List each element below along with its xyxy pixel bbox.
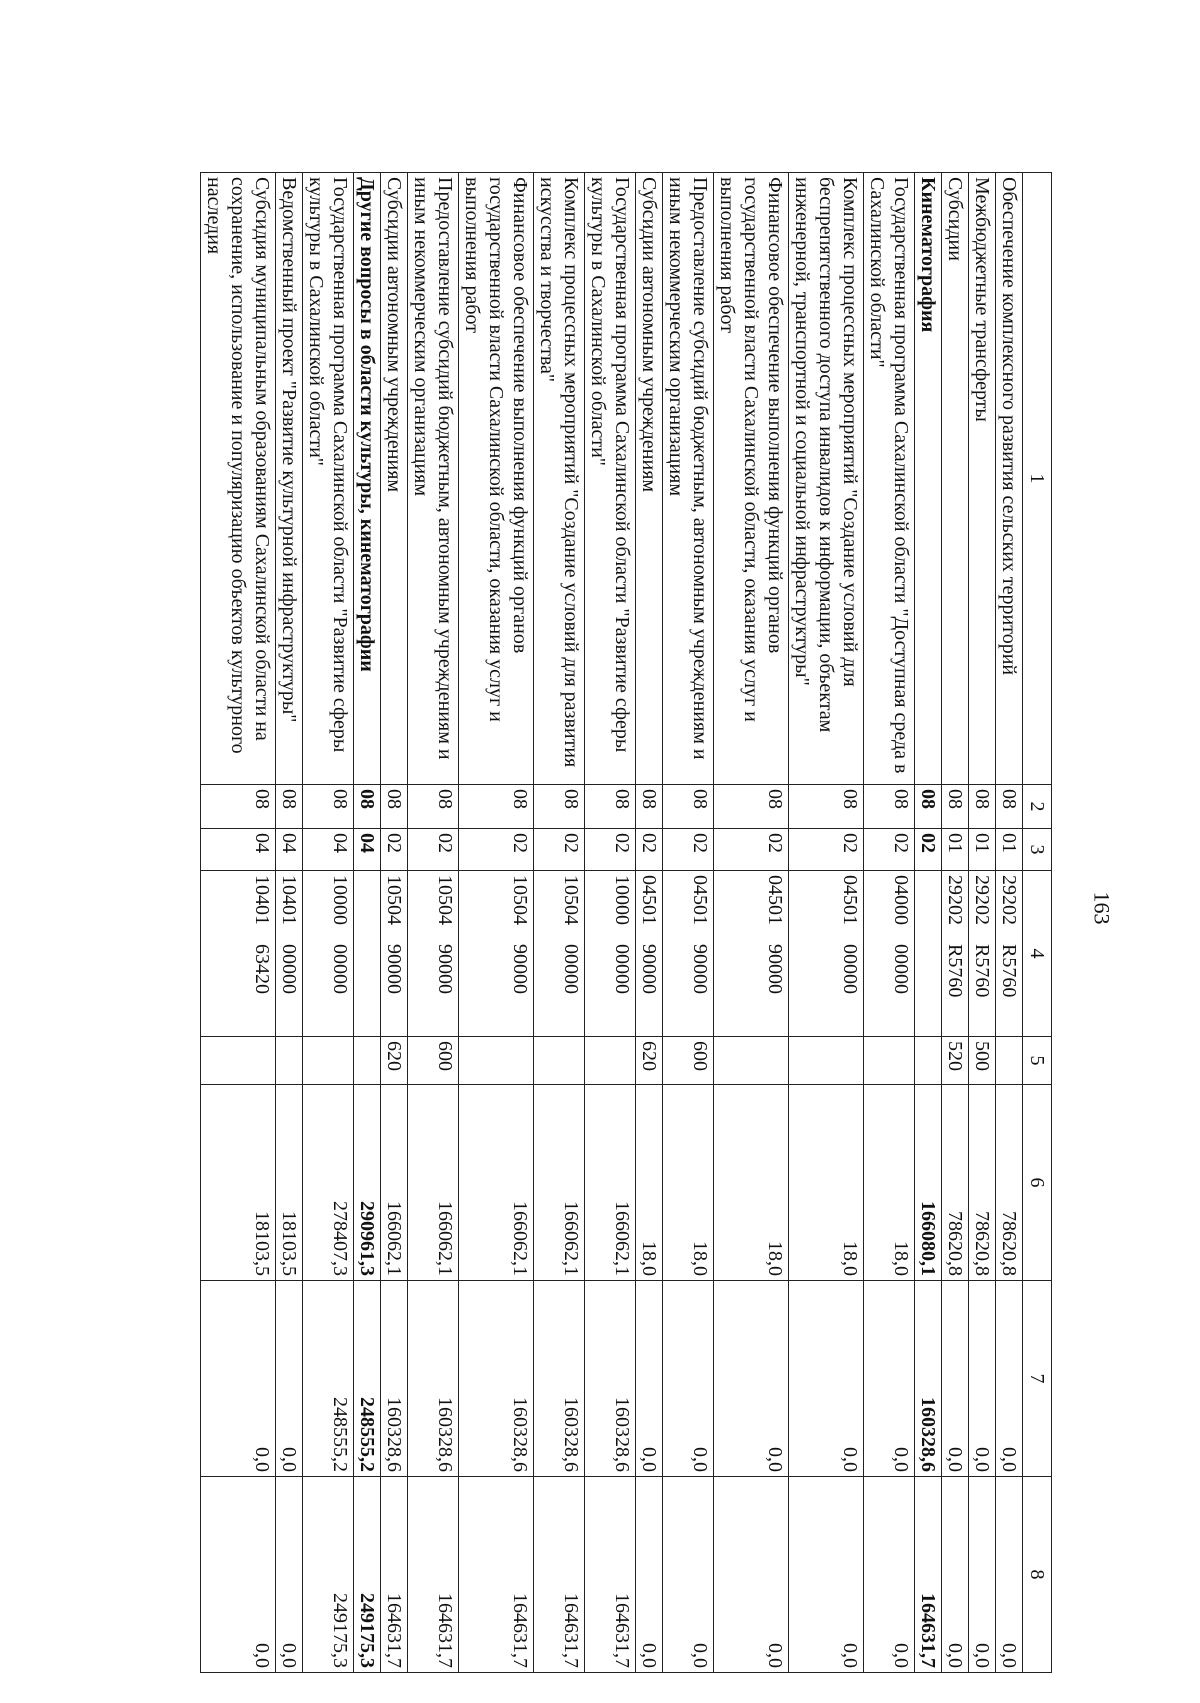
row-subsection-code-cell: 02 bbox=[789, 829, 864, 871]
row-subsection-code-cell: 02 bbox=[663, 829, 714, 871]
row-target-article-cell: 29202 R5760 bbox=[969, 871, 996, 1037]
row-expense-type-cell bbox=[201, 1037, 276, 1085]
row-expense-type-cell: 620 bbox=[636, 1037, 663, 1085]
row-section-code-cell: 08 bbox=[534, 785, 585, 829]
table-header-row bbox=[1023, 173, 1052, 1673]
row-section-code-cell: 08 bbox=[354, 785, 381, 829]
row-amount-col8-cell: 0,0 bbox=[636, 1477, 663, 1673]
row-name-cell: Другие вопросы в области культуры, кинематографии bbox=[354, 173, 381, 785]
row-name-cell: Обеспечение комплексного развития сельских территорий bbox=[996, 173, 1023, 785]
row-subsection-code-cell: 02 bbox=[381, 829, 408, 871]
row-amount-col6-cell: 18,0 bbox=[663, 1085, 714, 1281]
header-cell-5: 5 bbox=[1023, 1037, 1052, 1085]
row-amount-col7-cell: 160328,6 bbox=[585, 1281, 636, 1477]
row-amount-col7-cell: 0,0 bbox=[996, 1281, 1023, 1477]
row-amount-col7-cell: 0,0 bbox=[276, 1281, 303, 1477]
row-name-cell: Предоставление субсидий бюджетным, автономным учреждениям и иным некоммерческим организациям bbox=[663, 173, 714, 785]
row-amount-col8-cell: 0,0 bbox=[864, 1477, 915, 1673]
row-target-article-cell: 10000 00000 bbox=[303, 871, 354, 1037]
row-subsection-code-cell: 02 bbox=[636, 829, 663, 871]
row-amount-col7-cell: 0,0 bbox=[789, 1281, 864, 1477]
header-cell-3: 3 bbox=[1023, 829, 1052, 871]
row-subsection-code-cell: 02 bbox=[534, 829, 585, 871]
table-row bbox=[636, 173, 663, 1673]
row-amount-col7-cell: 0,0 bbox=[864, 1281, 915, 1477]
row-amount-col6-cell: 18,0 bbox=[789, 1085, 864, 1281]
row-amount-col6-cell: 18,0 bbox=[714, 1085, 789, 1281]
row-subsection-code-cell: 02 bbox=[585, 829, 636, 871]
row-subsection-code-cell: 01 bbox=[996, 829, 1023, 871]
row-target-article-cell: 04000 00000 bbox=[864, 871, 915, 1037]
row-name-cell: Финансовое обеспечение выполнения функций органов государственной власти Сахалинской области, оказания услуг и выполнения работ bbox=[459, 173, 534, 785]
row-amount-col6-cell: 18,0 bbox=[636, 1085, 663, 1281]
header-cell-2: 2 bbox=[1023, 785, 1052, 829]
row-amount-col8-cell: 164631,7 bbox=[915, 1477, 942, 1673]
row-section-code-cell: 08 bbox=[996, 785, 1023, 829]
row-section-code-cell: 08 bbox=[201, 785, 276, 829]
row-amount-col7-cell: 0,0 bbox=[969, 1281, 996, 1477]
row-target-article-cell: 10504 90000 bbox=[408, 871, 459, 1037]
row-subsection-code-cell: 04 bbox=[354, 829, 381, 871]
row-subsection-code-cell: 04 bbox=[201, 829, 276, 871]
row-target-article-cell: 04501 90000 bbox=[636, 871, 663, 1037]
row-subsection-code-cell: 04 bbox=[303, 829, 354, 871]
row-expense-type-cell: 600 bbox=[663, 1037, 714, 1085]
row-target-article-cell: 10401 00000 bbox=[276, 871, 303, 1037]
table-row bbox=[408, 173, 459, 1673]
row-section-code-cell: 08 bbox=[969, 785, 996, 829]
row-target-article-cell: 10000 00000 bbox=[585, 871, 636, 1037]
header-cell-7: 7 bbox=[1023, 1281, 1052, 1477]
row-amount-col7-cell: 0,0 bbox=[636, 1281, 663, 1477]
row-target-article-cell: 04501 90000 bbox=[714, 871, 789, 1037]
row-amount-col6-cell: 78620,8 bbox=[969, 1085, 996, 1281]
row-target-article-cell: 04501 00000 bbox=[789, 871, 864, 1037]
row-amount-col6-cell: 290961,3 bbox=[354, 1085, 381, 1281]
row-section-code-cell: 08 bbox=[585, 785, 636, 829]
row-section-code-cell: 08 bbox=[789, 785, 864, 829]
row-amount-col7-cell: 160328,6 bbox=[915, 1281, 942, 1477]
row-name-cell: Субсидии автономным учреждениям bbox=[636, 173, 663, 785]
row-amount-col6-cell: 166080,1 bbox=[915, 1085, 942, 1281]
row-amount-col8-cell: 249175,3 bbox=[303, 1477, 354, 1673]
row-amount-col8-cell: 0,0 bbox=[996, 1477, 1023, 1673]
row-name-cell: Государственная программа Сахалинской области "Развитие сферы культуры в Сахалинской области" bbox=[585, 173, 636, 785]
row-target-article-cell: 10401 63420 bbox=[201, 871, 276, 1037]
row-section-code-cell: 08 bbox=[459, 785, 534, 829]
row-name-cell: Комплекс процессных мероприятий "Создание условий для развития искусства и творчества" bbox=[534, 173, 585, 785]
row-amount-col7-cell: 0,0 bbox=[663, 1281, 714, 1477]
row-section-code-cell: 08 bbox=[915, 785, 942, 829]
row-subsection-code-cell: 02 bbox=[864, 829, 915, 871]
row-name-cell: Комплекс процессных мероприятий "Создание условий для беспрепятственного доступа инвалидов к информации, объектам инженерной, транспортной и социальной инфраструктуры" bbox=[789, 173, 864, 785]
row-amount-col6-cell: 278407,3 bbox=[303, 1085, 354, 1281]
row-amount-col8-cell: 164631,7 bbox=[585, 1477, 636, 1673]
row-expense-type-cell bbox=[996, 1037, 1023, 1085]
table-row bbox=[663, 173, 714, 1673]
table-row bbox=[714, 173, 789, 1673]
row-section-code-cell: 08 bbox=[636, 785, 663, 829]
table-row bbox=[354, 173, 381, 1673]
row-amount-col6-cell: 18103,5 bbox=[201, 1085, 276, 1281]
row-target-article-cell: 04501 90000 bbox=[663, 871, 714, 1037]
row-target-article-cell: 10504 90000 bbox=[459, 871, 534, 1037]
row-amount-col8-cell: 164631,7 bbox=[534, 1477, 585, 1673]
row-amount-col8-cell: 164631,7 bbox=[381, 1477, 408, 1673]
row-amount-col6-cell: 166062,1 bbox=[534, 1085, 585, 1281]
row-amount-col7-cell: 160328,6 bbox=[381, 1281, 408, 1477]
row-name-cell: Ведомственный проект "Развитие культурной инфраструктуры" bbox=[276, 173, 303, 785]
budget-table-rotated bbox=[122, 172, 1052, 1672]
row-name-cell: Субсидии bbox=[942, 173, 969, 785]
row-amount-col8-cell: 164631,7 bbox=[459, 1477, 534, 1673]
row-expense-type-cell bbox=[864, 1037, 915, 1085]
row-amount-col7-cell: 0,0 bbox=[201, 1281, 276, 1477]
row-target-article-cell bbox=[354, 871, 381, 1037]
row-expense-type-cell bbox=[585, 1037, 636, 1085]
row-amount-col7-cell: 160328,6 bbox=[534, 1281, 585, 1477]
row-amount-col7-cell: 160328,6 bbox=[459, 1281, 534, 1477]
table-row bbox=[789, 173, 864, 1673]
row-expense-type-cell bbox=[714, 1037, 789, 1085]
row-section-code-cell: 08 bbox=[381, 785, 408, 829]
row-name-cell: Финансовое обеспечение выполнения функций органов государственной власти Сахалинской области, оказания услуг и выполнения работ bbox=[714, 173, 789, 785]
row-name-cell: Кинематография bbox=[915, 173, 942, 785]
table-row bbox=[381, 173, 408, 1673]
row-name-cell: Межбюджетные трансферты bbox=[969, 173, 996, 785]
row-section-code-cell: 08 bbox=[663, 785, 714, 829]
row-amount-col6-cell: 18,0 bbox=[864, 1085, 915, 1281]
header-cell-6: 6 bbox=[1023, 1085, 1052, 1281]
row-amount-col8-cell: 249175,3 bbox=[354, 1477, 381, 1673]
row-amount-col6-cell: 78620,8 bbox=[942, 1085, 969, 1281]
row-amount-col6-cell: 166062,1 bbox=[381, 1085, 408, 1281]
row-expense-type-cell: 500 bbox=[969, 1037, 996, 1085]
row-name-cell: Государственная программа Сахалинской области "Доступная среда в Сахалинской области" bbox=[864, 173, 915, 785]
row-amount-col7-cell: 248555,2 bbox=[303, 1281, 354, 1477]
budget-table bbox=[200, 172, 1052, 1673]
row-subsection-code-cell: 01 bbox=[942, 829, 969, 871]
row-target-article-cell bbox=[915, 871, 942, 1037]
row-amount-col7-cell: 160328,6 bbox=[408, 1281, 459, 1477]
row-expense-type-cell bbox=[303, 1037, 354, 1085]
row-amount-col8-cell: 0,0 bbox=[714, 1477, 789, 1673]
row-amount-col8-cell: 0,0 bbox=[663, 1477, 714, 1673]
page-number: 163 bbox=[1089, 891, 1115, 925]
row-amount-col7-cell: 248555,2 bbox=[354, 1281, 381, 1477]
row-amount-col8-cell: 164631,7 bbox=[408, 1477, 459, 1673]
table-row bbox=[996, 173, 1023, 1673]
row-name-cell: Субсидии автономным учреждениям bbox=[381, 173, 408, 785]
row-subsection-code-cell: 01 bbox=[969, 829, 996, 871]
table-row bbox=[459, 173, 534, 1673]
row-subsection-code-cell: 02 bbox=[459, 829, 534, 871]
row-target-article-cell: 29202 R5760 bbox=[942, 871, 969, 1037]
row-target-article-cell: 10504 00000 bbox=[534, 871, 585, 1037]
row-amount-col6-cell: 166062,1 bbox=[408, 1085, 459, 1281]
row-section-code-cell: 08 bbox=[942, 785, 969, 829]
row-amount-col6-cell: 166062,1 bbox=[585, 1085, 636, 1281]
row-subsection-code-cell: 04 bbox=[276, 829, 303, 871]
row-amount-col6-cell: 18103,5 bbox=[276, 1085, 303, 1281]
row-amount-col8-cell: 0,0 bbox=[201, 1477, 276, 1673]
row-section-code-cell: 08 bbox=[714, 785, 789, 829]
header-cell-4: 4 bbox=[1023, 871, 1052, 1037]
row-amount-col8-cell: 0,0 bbox=[789, 1477, 864, 1673]
row-expense-type-cell bbox=[534, 1037, 585, 1085]
row-name-cell: Субсидия муниципальным образованиям Сахалинской области на сохранение, использование и популяризацию объектов культурного наследия bbox=[201, 173, 276, 785]
row-section-code-cell: 08 bbox=[276, 785, 303, 829]
row-section-code-cell: 08 bbox=[864, 785, 915, 829]
row-section-code-cell: 08 bbox=[303, 785, 354, 829]
table-row bbox=[969, 173, 996, 1673]
row-subsection-code-cell: 02 bbox=[714, 829, 789, 871]
row-name-cell: Предоставление субсидий бюджетным, автономным учреждениям и иным некоммерческим организациям bbox=[408, 173, 459, 785]
row-expense-type-cell: 600 bbox=[408, 1037, 459, 1085]
header-cell-8: 8 bbox=[1023, 1477, 1052, 1673]
table-row bbox=[864, 173, 915, 1673]
row-expense-type-cell: 520 bbox=[942, 1037, 969, 1085]
table-row bbox=[276, 173, 303, 1673]
row-amount-col8-cell: 0,0 bbox=[276, 1477, 303, 1673]
table-row bbox=[534, 173, 585, 1673]
row-expense-type-cell bbox=[459, 1037, 534, 1085]
row-expense-type-cell bbox=[276, 1037, 303, 1085]
row-expense-type-cell: 620 bbox=[381, 1037, 408, 1085]
row-amount-col7-cell: 0,0 bbox=[714, 1281, 789, 1477]
row-expense-type-cell bbox=[354, 1037, 381, 1085]
row-target-article-cell: 29202 R5760 bbox=[996, 871, 1023, 1037]
row-subsection-code-cell: 02 bbox=[408, 829, 459, 871]
table-row bbox=[585, 173, 636, 1673]
row-subsection-code-cell: 02 bbox=[915, 829, 942, 871]
table-row bbox=[201, 173, 276, 1673]
row-section-code-cell: 08 bbox=[408, 785, 459, 829]
row-amount-col8-cell: 0,0 bbox=[942, 1477, 969, 1673]
row-amount-col6-cell: 78620,8 bbox=[996, 1085, 1023, 1281]
row-expense-type-cell bbox=[915, 1037, 942, 1085]
row-amount-col8-cell: 0,0 bbox=[969, 1477, 996, 1673]
row-amount-col6-cell: 166062,1 bbox=[459, 1085, 534, 1281]
row-name-cell: Государственная программа Сахалинской области "Развитие сферы культуры в Сахалинской области" bbox=[303, 173, 354, 785]
header-cell-1: 1 bbox=[1023, 173, 1052, 785]
row-expense-type-cell bbox=[789, 1037, 864, 1085]
table-row bbox=[915, 173, 942, 1673]
table-row bbox=[303, 173, 354, 1673]
table-row bbox=[942, 173, 969, 1673]
row-amount-col7-cell: 0,0 bbox=[942, 1281, 969, 1477]
row-target-article-cell: 10504 90000 bbox=[381, 871, 408, 1037]
